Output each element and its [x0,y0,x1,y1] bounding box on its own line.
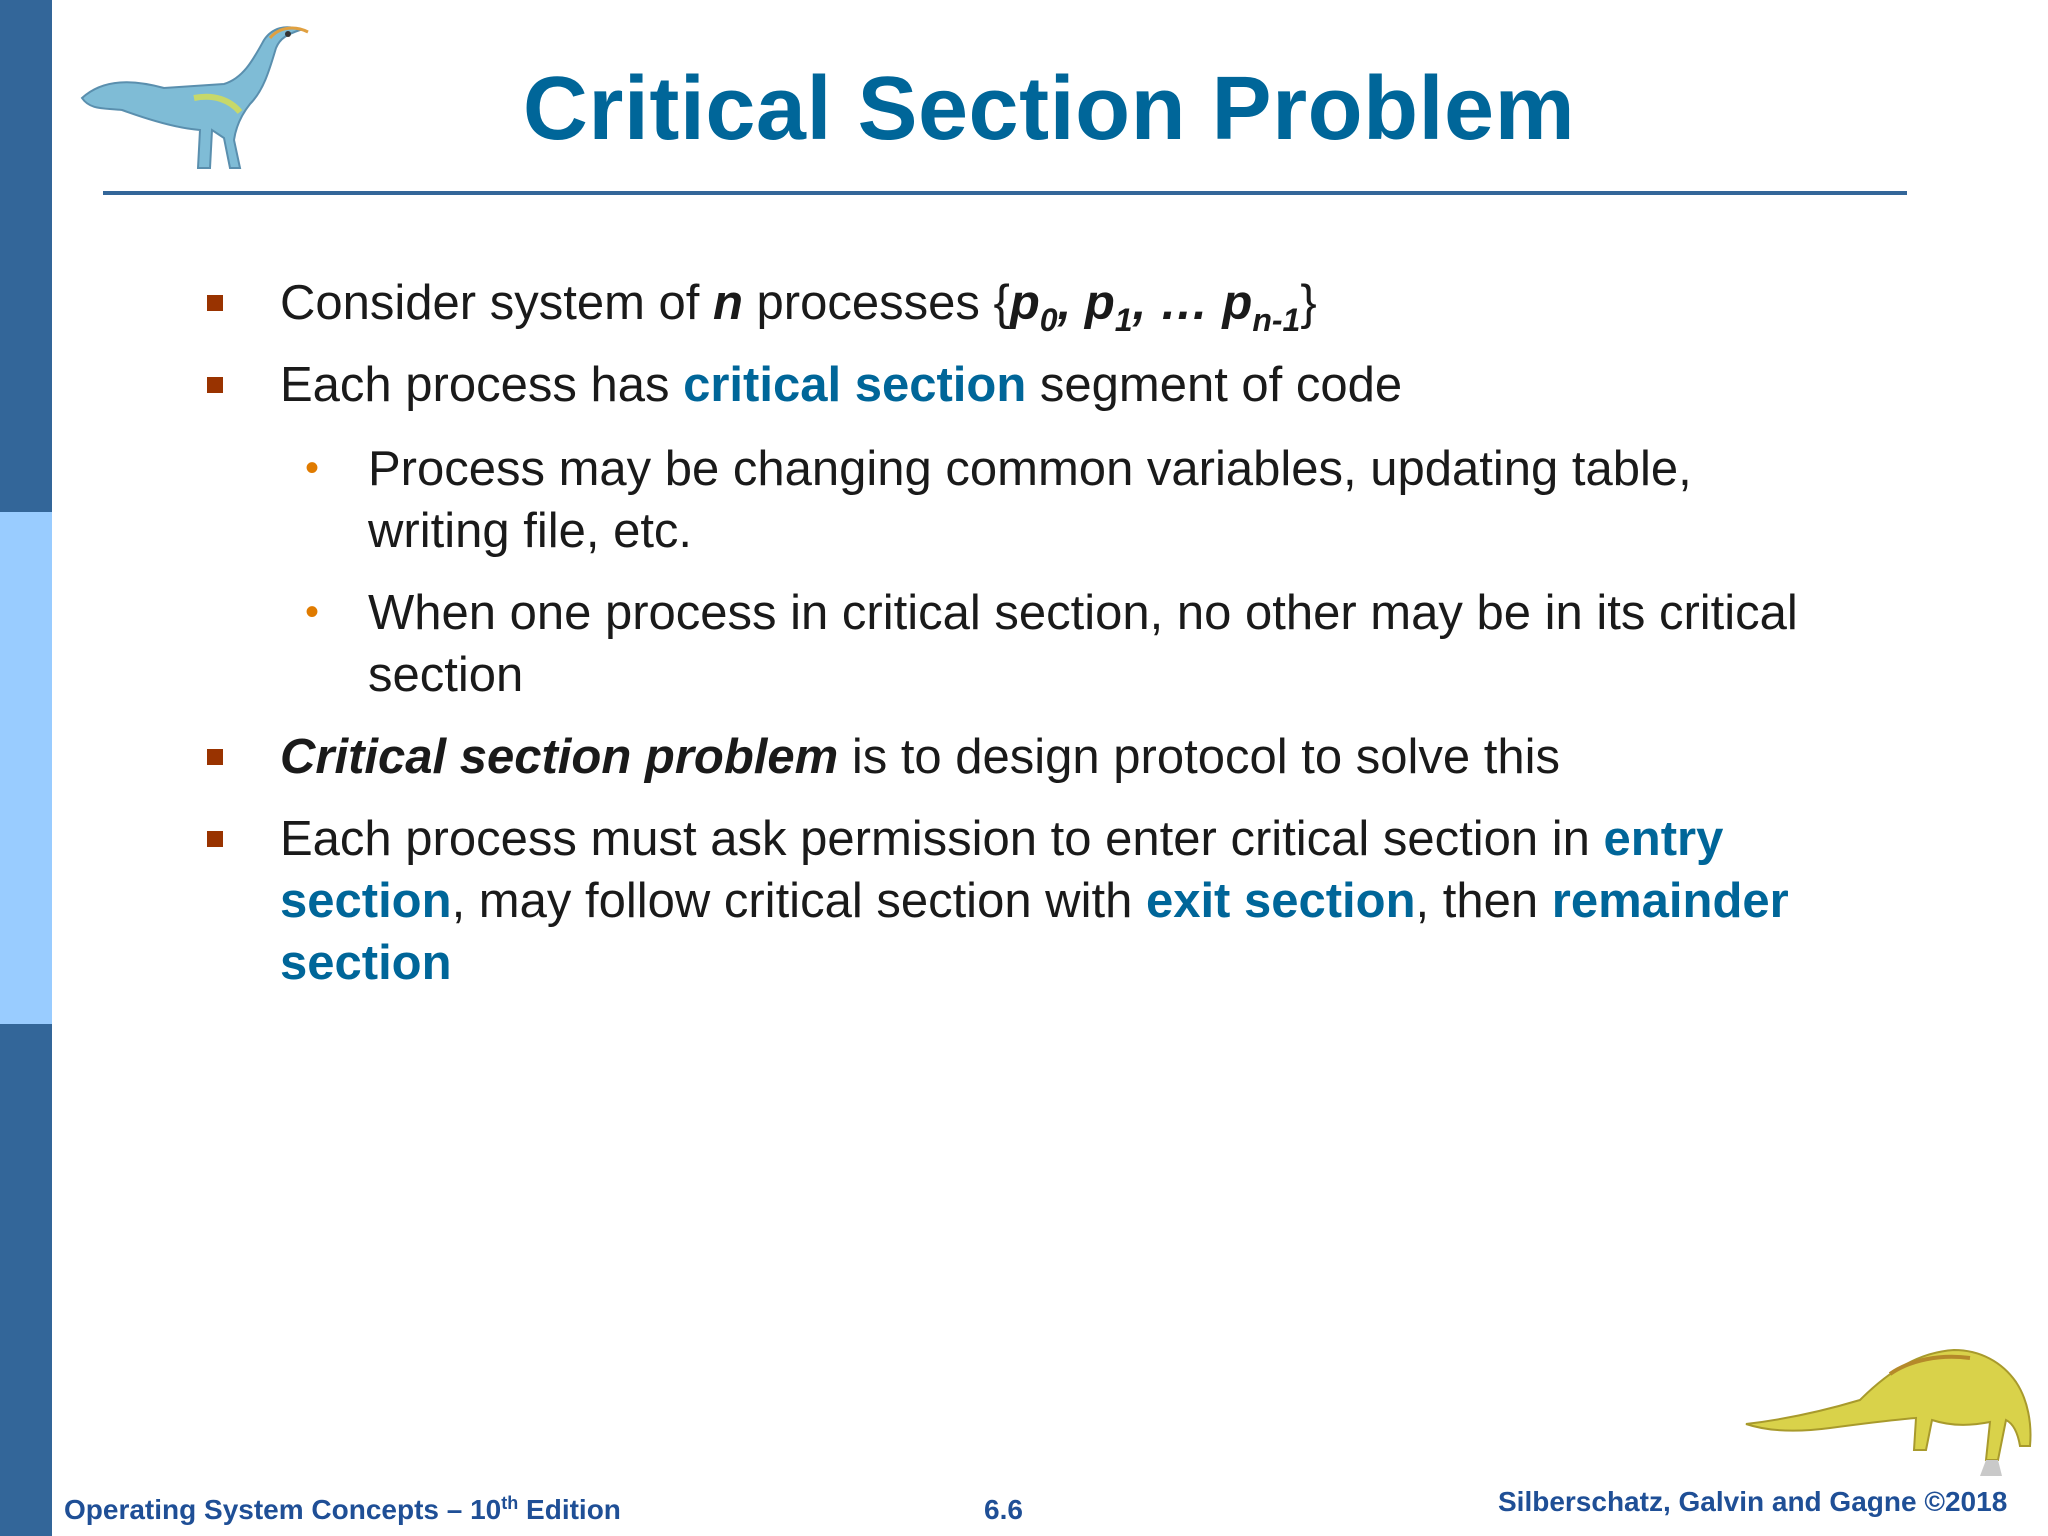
sub-bullet-mutual-exclusion: When one process in critical section, no other may be in its critical section [368,586,1798,702]
var-n: n [713,276,743,330]
term-critical-section-problem: Critical section problem [280,730,839,784]
separator: , [1057,276,1085,330]
bullet-text: processes { [742,276,1010,330]
sub-bullet-common-variables: Process may be changing common variables, updating table, writing file, etc. [368,442,1692,558]
footer-text: Operating System Concepts – 10 [64,1494,502,1525]
term-exit-section: exit section [1145,874,1416,928]
term-critical-section: critical section [683,358,1027,412]
bullet-text: Each process has [280,358,684,412]
bullet-entry-exit-sections [280,808,1810,994]
side-band-bottom [0,1024,52,1536]
bullet-text: } [1300,276,1317,330]
footer-text: Edition [518,1494,621,1525]
bullet-processes [280,272,1840,338]
term-entry-section: entry section [280,812,1724,928]
subscript-1: 1 [1114,302,1133,338]
dinosaur-logo-bottom [1740,1300,2040,1490]
bullet-critical-section-problem [280,726,1840,788]
bullet-square-marker [207,377,223,393]
ellipsis: , … [1132,276,1223,330]
bullet-square-marker [207,749,223,765]
subscript-0: 0 [1039,302,1058,338]
term-remainder-section: remainder section [280,874,1789,990]
footer-page-number: 6.6 [984,1494,1023,1525]
bullet-text: , then [1415,874,1552,928]
var-p: p [1084,276,1115,330]
subscript-n-1: n-1 [1252,302,1301,338]
bullet-text: segment of code [1026,358,1403,412]
bullet-dot-marker: • [305,590,320,634]
bullet-text: is to design protocol to solve this [838,730,1560,784]
footer-copyright: Silberschatz, Galvin and Gagne ©2018 [1498,1486,2008,1517]
bullet-text: Consider system of [280,276,713,330]
var-p: p [1009,276,1040,330]
bullet-square-marker [207,831,223,847]
footer-superscript: th [501,1493,519,1513]
bullet-text: , may follow critical section with [451,874,1146,928]
bullet-critical-section [280,354,1840,416]
side-band-middle [0,512,52,1024]
var-p: p [1222,276,1253,330]
bullet-dot-marker: • [305,446,320,490]
bullet-text: Each process must ask permission to enter critical section in [280,812,1604,866]
bullet-square-marker [207,295,223,311]
footer-course-title [64,1494,621,1526]
slide-title: Critical Section Problem [522,59,1576,159]
title-underline [103,191,1907,195]
